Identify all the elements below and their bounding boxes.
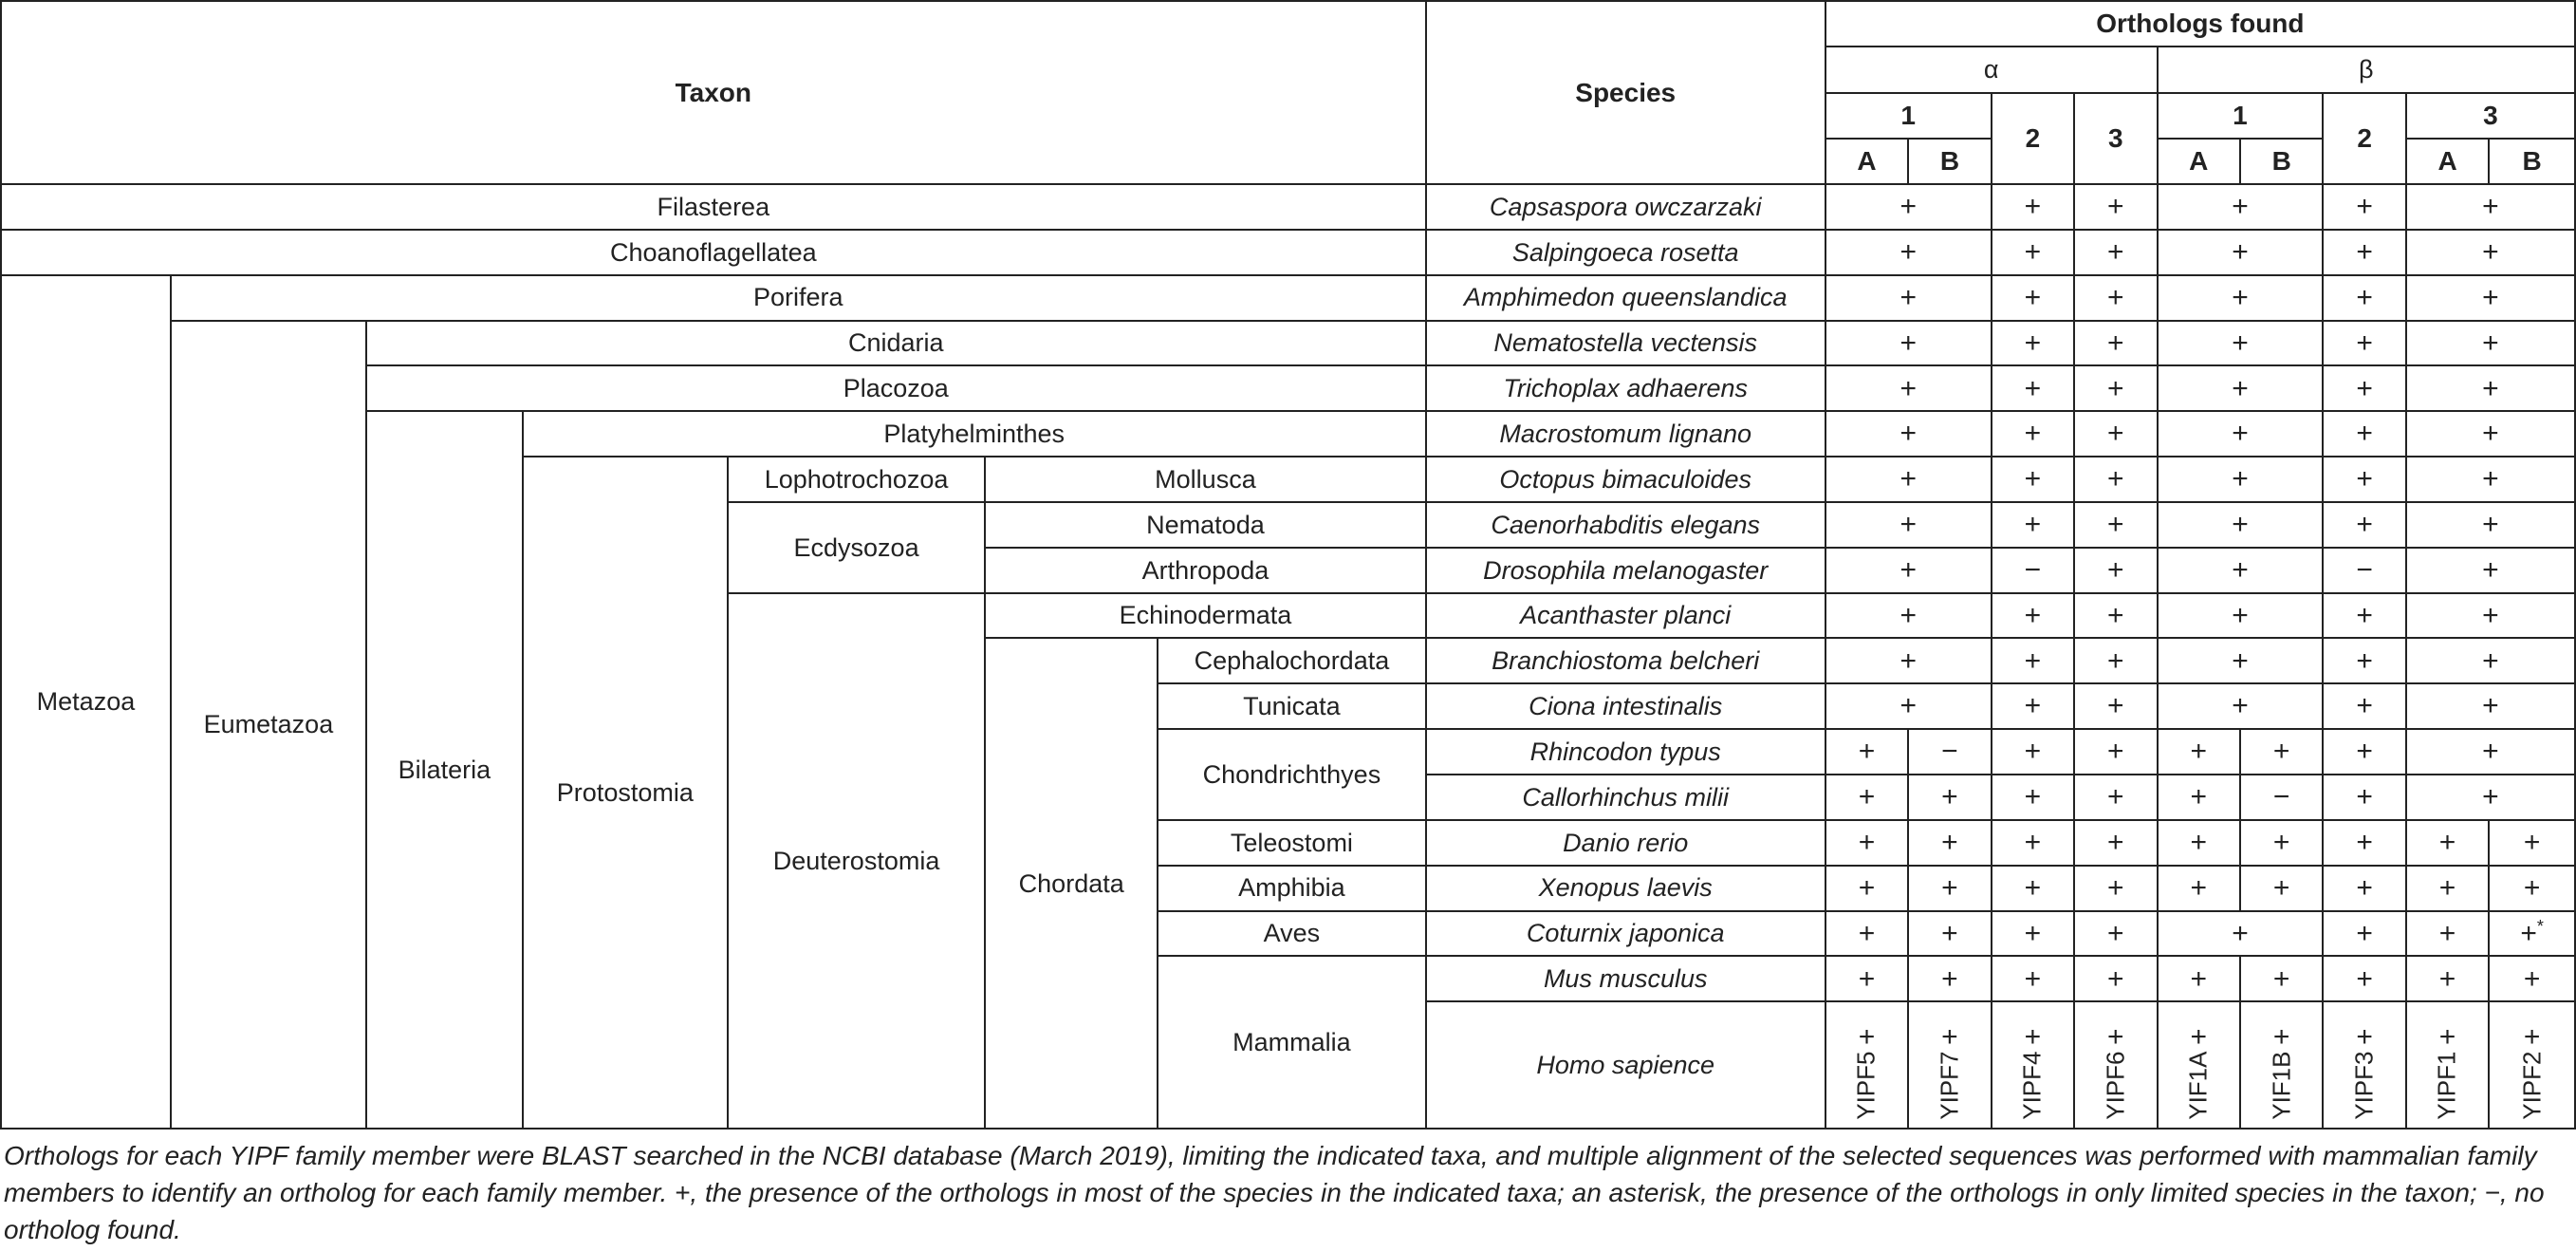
taxon-deuterostomia: Deuterostomia [728, 593, 985, 1129]
cell-beta-1: + [2158, 638, 2324, 683]
cell-beta-3: + [2406, 638, 2575, 683]
cell-beta-3: + [2406, 729, 2575, 775]
cell-alpha-1a: + [1825, 729, 1908, 775]
table-row [1, 275, 2575, 321]
cell-alpha-1a: + [1825, 820, 1908, 866]
header-beta-3b: B [2489, 139, 2575, 184]
cell-alpha-2: + [1992, 411, 2074, 457]
taxon-metazoa: Metazoa [1, 275, 171, 1129]
gene-label: YIPF6 [2101, 1051, 2130, 1120]
cell-alpha-3: + [2074, 230, 2157, 275]
cell-alpha-3: + [2074, 775, 2157, 820]
cell-beta-1: + [2158, 230, 2324, 275]
taxon-protostomia: Protostomia [523, 457, 728, 1129]
cell-beta-3a [2406, 1001, 2489, 1129]
cell-alpha-2: + [1992, 502, 2074, 548]
cell-beta-1b: + [2240, 820, 2323, 866]
cell-beta-3b: + [2489, 956, 2575, 1001]
cell-alpha-2: + [1992, 820, 2074, 866]
gene-label: YIPF5 [1851, 1051, 1881, 1120]
cell-beta-3b: + [2489, 820, 2575, 866]
header-beta-3a: A [2406, 139, 2489, 184]
cell-beta-1a: + [2158, 866, 2240, 911]
cell-beta-2: + [2323, 457, 2405, 502]
cell-alpha-1: + [1825, 593, 1992, 639]
header-beta-3: 3 [2406, 93, 2575, 139]
cell-alpha-2: + [1992, 275, 2074, 321]
cell-beta-3: + [2406, 548, 2575, 593]
cell-alpha-1: + [1825, 230, 1992, 275]
mark-text: + [1941, 1020, 1958, 1053]
cell-alpha-3: + [2074, 683, 2157, 729]
cell-alpha-1: + [1825, 275, 1992, 321]
species-cell: Macrostomum lignano [1426, 411, 1825, 457]
cell-beta-3a: + [2406, 956, 2489, 1001]
cell-beta-3: + [2406, 683, 2575, 729]
taxon-cell: Platyhelminthes [523, 411, 1426, 457]
species-cell: Coturnix japonica [1426, 911, 1825, 957]
cell-beta-1b: − [2240, 775, 2323, 820]
header-alpha-1: 1 [1825, 93, 1992, 139]
cell-alpha-2: + [1992, 321, 2074, 366]
taxon-cell: Aves [1158, 911, 1425, 957]
species-cell: Caenorhabditis elegans [1426, 502, 1825, 548]
cell-alpha-3: + [2074, 502, 2157, 548]
subtaxon-cell: Mollusca [985, 457, 1425, 502]
cell-alpha-1a: + [1825, 775, 1908, 820]
cell-alpha-3: + [2074, 275, 2157, 321]
cell-beta-3: + [2406, 275, 2575, 321]
cell-alpha-2: + [1992, 956, 2074, 1001]
cell-alpha-3: + [2074, 820, 2157, 866]
gene-label: YIPF4 [2017, 1051, 2047, 1120]
cell-beta-3: + [2406, 593, 2575, 639]
species-cell: Rhincodon typus [1426, 729, 1825, 775]
taxon-cell: Echinodermata [985, 593, 1425, 639]
header-alpha-1a: A [1825, 139, 1908, 184]
cell-beta-2: − [2323, 548, 2405, 593]
cell-beta-1b: + [2240, 729, 2323, 775]
species-cell: Ciona intestinalis [1426, 683, 1825, 729]
header-orthologs-found: Orthologs found [1825, 1, 2575, 47]
cell-beta-2: + [2323, 866, 2405, 911]
cell-alpha-3: + [2074, 729, 2157, 775]
taxon-cell: Cnidaria [366, 321, 1426, 366]
taxon-cell: Teleostomi [1158, 820, 1425, 866]
cell-beta-1a: + [2158, 956, 2240, 1001]
cell-alpha-3: + [2074, 956, 2157, 1001]
cell-alpha-1a: + [1825, 866, 1908, 911]
species-cell: Xenopus laevis [1426, 866, 1825, 911]
mark-text: + [2356, 1020, 2373, 1053]
cell-beta-3b [2489, 911, 2575, 957]
cell-alpha-3: + [2074, 638, 2157, 683]
header-alpha-1b: B [1908, 139, 1991, 184]
cell-beta-2: + [2323, 365, 2405, 411]
header-alpha: α [1825, 47, 2158, 92]
taxon-bilateria: Bilateria [366, 411, 523, 1129]
cell-alpha-1b: + [1908, 820, 1991, 866]
header-alpha-3: 3 [2074, 93, 2157, 185]
cell-beta-2: + [2323, 230, 2405, 275]
cell-alpha-2: + [1992, 638, 2074, 683]
cell-alpha-1b [1908, 1001, 1991, 1129]
cell-beta-1: + [2158, 184, 2324, 230]
species-cell: Salpingoeca rosetta [1426, 230, 1825, 275]
species-cell: Danio rerio [1426, 820, 1825, 866]
taxon-chordata: Chordata [985, 638, 1158, 1129]
cell-beta-1a: + [2158, 775, 2240, 820]
cell-beta-1b [2240, 1001, 2323, 1129]
cell-beta-3b [2489, 1001, 2575, 1129]
cell-alpha-3 [2074, 1001, 2157, 1129]
cell-beta-1a [2158, 1001, 2240, 1129]
taxon-cell: Cephalochordata [1158, 638, 1425, 683]
species-cell: Branchiostoma belcheri [1426, 638, 1825, 683]
taxon-cell: Tunicata [1158, 683, 1425, 729]
cell-beta-1: + [2158, 365, 2324, 411]
table-row [1, 230, 2575, 275]
cell-beta-2: + [2323, 275, 2405, 321]
cell-alpha-1: + [1825, 365, 1992, 411]
header-beta: β [2158, 47, 2575, 92]
cell-alpha-3: + [2074, 365, 2157, 411]
species-cell: Homo sapience [1426, 1001, 1825, 1129]
taxon-chondrichthyes: Chondrichthyes [1158, 729, 1425, 820]
table-row [1, 321, 2575, 366]
taxon-cell: Arthropoda [985, 548, 1425, 593]
cell-alpha-1a: + [1825, 911, 1908, 957]
gene-label: YIPF3 [2349, 1051, 2379, 1120]
cell-alpha-1: + [1825, 502, 1992, 548]
header-beta-2: 2 [2323, 93, 2405, 185]
cell-beta-3: + [2406, 321, 2575, 366]
asterisk-note: * [2536, 917, 2544, 937]
mark-text: + [2272, 1020, 2290, 1053]
taxon-cell: Filasterea [1, 184, 1426, 230]
cell-beta-1: + [2158, 593, 2324, 639]
cell-alpha-1: + [1825, 411, 1992, 457]
cell-alpha-2: + [1992, 911, 2074, 957]
cell-beta-1: + [2158, 275, 2324, 321]
taxon-eumetazoa: Eumetazoa [171, 321, 366, 1129]
cell-beta-2: + [2323, 502, 2405, 548]
cell-beta-2: + [2323, 593, 2405, 639]
cell-beta-3b: + [2489, 866, 2575, 911]
cell-alpha-2: + [1992, 729, 2074, 775]
cell-beta-3: + [2406, 230, 2575, 275]
cell-alpha-2: − [1992, 548, 2074, 593]
taxon-cell: Amphibia [1158, 866, 1425, 911]
cell-beta-1b: + [2240, 956, 2323, 1001]
cell-alpha-2: + [1992, 457, 2074, 502]
cell-alpha-1b: + [1908, 775, 1991, 820]
species-cell: Mus musculus [1426, 956, 1825, 1001]
cell-alpha-1: + [1825, 184, 1992, 230]
cell-beta-2: + [2323, 184, 2405, 230]
cell-alpha-1b: + [1908, 956, 1991, 1001]
taxon-cell: Porifera [171, 275, 1426, 321]
cell-alpha-3: + [2074, 593, 2157, 639]
cell-beta-1: + [2158, 911, 2324, 957]
cell-beta-3: + [2406, 457, 2575, 502]
cell-beta-3a: + [2406, 820, 2489, 866]
cell-alpha-1: + [1825, 638, 1992, 683]
taxon-cell: Placozoa [366, 365, 1426, 411]
cell-alpha-1b: + [1908, 911, 1991, 957]
cell-beta-2: + [2323, 729, 2405, 775]
cell-beta-1a: + [2158, 820, 2240, 866]
cell-beta-1: + [2158, 411, 2324, 457]
cell-beta-1: + [2158, 502, 2324, 548]
cell-alpha-3: + [2074, 548, 2157, 593]
cell-beta-2: + [2323, 956, 2405, 1001]
table-row [1, 365, 2575, 411]
cell-beta-2 [2323, 1001, 2405, 1129]
cell-alpha-2: + [1992, 365, 2074, 411]
mark-text: + [2190, 1020, 2208, 1053]
taxon-cell: Choanoflagellatea [1, 230, 1426, 275]
cell-beta-3a: + [2406, 911, 2489, 957]
cell-alpha-1b: − [1908, 729, 1991, 775]
cell-alpha-1: + [1825, 683, 1992, 729]
cell-alpha-3: + [2074, 866, 2157, 911]
mark-text: + [1858, 1020, 1876, 1053]
cell-alpha-2: + [1992, 184, 2074, 230]
cell-alpha-2: + [1992, 230, 2074, 275]
taxon-ecdysozoa: Ecdysozoa [728, 502, 985, 593]
species-cell: Capsaspora owczarzaki [1426, 184, 1825, 230]
cell-beta-1: + [2158, 548, 2324, 593]
cell-alpha-1a: + [1825, 956, 1908, 1001]
cell-beta-1: + [2158, 321, 2324, 366]
mark-text: + [2520, 918, 2537, 950]
cell-alpha-1: + [1825, 321, 1992, 366]
gene-label: YIPF1 [2432, 1051, 2461, 1120]
gene-label: YIPF7 [1935, 1051, 1964, 1120]
gene-label: YIF1A [2183, 1051, 2213, 1120]
header-beta-1b: B [2240, 139, 2323, 184]
species-cell: Drosophila melanogaster [1426, 548, 1825, 593]
header-beta-1a: A [2158, 139, 2240, 184]
cell-alpha-2: + [1992, 593, 2074, 639]
header-taxon: Taxon [1, 1, 1426, 184]
cell-alpha-3: + [2074, 411, 2157, 457]
species-cell: Octopus bimaculoides [1426, 457, 1825, 502]
cell-beta-2: + [2323, 911, 2405, 957]
cell-beta-3: + [2406, 184, 2575, 230]
cell-alpha-2: + [1992, 683, 2074, 729]
table-row [1, 184, 2575, 230]
cell-beta-1: + [2158, 457, 2324, 502]
cell-beta-2: + [2323, 775, 2405, 820]
mark-text: + [2024, 1020, 2042, 1053]
header-species: Species [1426, 1, 1825, 184]
cell-alpha-3: + [2074, 321, 2157, 366]
cell-alpha-1b: + [1908, 866, 1991, 911]
cell-alpha-1: + [1825, 457, 1992, 502]
cell-alpha-2: + [1992, 866, 2074, 911]
species-cell: Callorhinchus milii [1426, 775, 1825, 820]
taxon-mammalia: Mammalia [1158, 956, 1425, 1129]
cell-alpha-1a [1825, 1001, 1908, 1129]
cell-beta-2: + [2323, 683, 2405, 729]
cell-beta-3: + [2406, 775, 2575, 820]
species-cell: Trichoplax adhaerens [1426, 365, 1825, 411]
species-cell: Nematostella vectensis [1426, 321, 1825, 366]
cell-beta-2: + [2323, 321, 2405, 366]
mark-text: + [2523, 1020, 2541, 1053]
table-row [1, 411, 2575, 457]
table-caption: Orthologs for each YIPF family member were BLAST searched in the NCBI database (March 2019), limiting the indicated taxa, and multiple alignment of the selected sequences was performed with mammalian family members to identify an ortholog for each family member. +, the presence of the orthologs in most of the species in the indicated taxa; an asterisk, the presence of the orthologs in only limited species in the taxon; −, no ortholog found. [4, 1141, 2545, 1244]
cell-beta-2: + [2323, 820, 2405, 866]
taxon-cell: Nematoda [985, 502, 1425, 548]
cell-alpha-3: + [2074, 457, 2157, 502]
mark-text: + [2438, 1020, 2456, 1053]
mark-text: + [2107, 1020, 2124, 1053]
species-cell: Amphimedon queenslandica [1426, 275, 1825, 321]
cell-beta-3: + [2406, 365, 2575, 411]
header-alpha-2: 2 [1992, 93, 2074, 185]
cell-alpha-3: + [2074, 911, 2157, 957]
taxon-cell: Lophotrochozoa [728, 457, 985, 502]
cell-alpha-2 [1992, 1001, 2074, 1129]
cell-beta-1: + [2158, 683, 2324, 729]
species-cell: Acanthaster planci [1426, 593, 1825, 639]
cell-beta-1a: + [2158, 729, 2240, 775]
gene-label: YIPF2 [2516, 1051, 2546, 1120]
header-beta-1: 1 [2158, 93, 2324, 139]
cell-beta-3a: + [2406, 866, 2489, 911]
cell-alpha-1: + [1825, 548, 1992, 593]
cell-alpha-3: + [2074, 184, 2157, 230]
cell-beta-2: + [2323, 638, 2405, 683]
cell-alpha-2: + [1992, 775, 2074, 820]
cell-beta-3: + [2406, 411, 2575, 457]
gene-label: YIF1B [2267, 1051, 2296, 1120]
cell-beta-3: + [2406, 502, 2575, 548]
cell-beta-2: + [2323, 411, 2405, 457]
cell-beta-1b: + [2240, 866, 2323, 911]
